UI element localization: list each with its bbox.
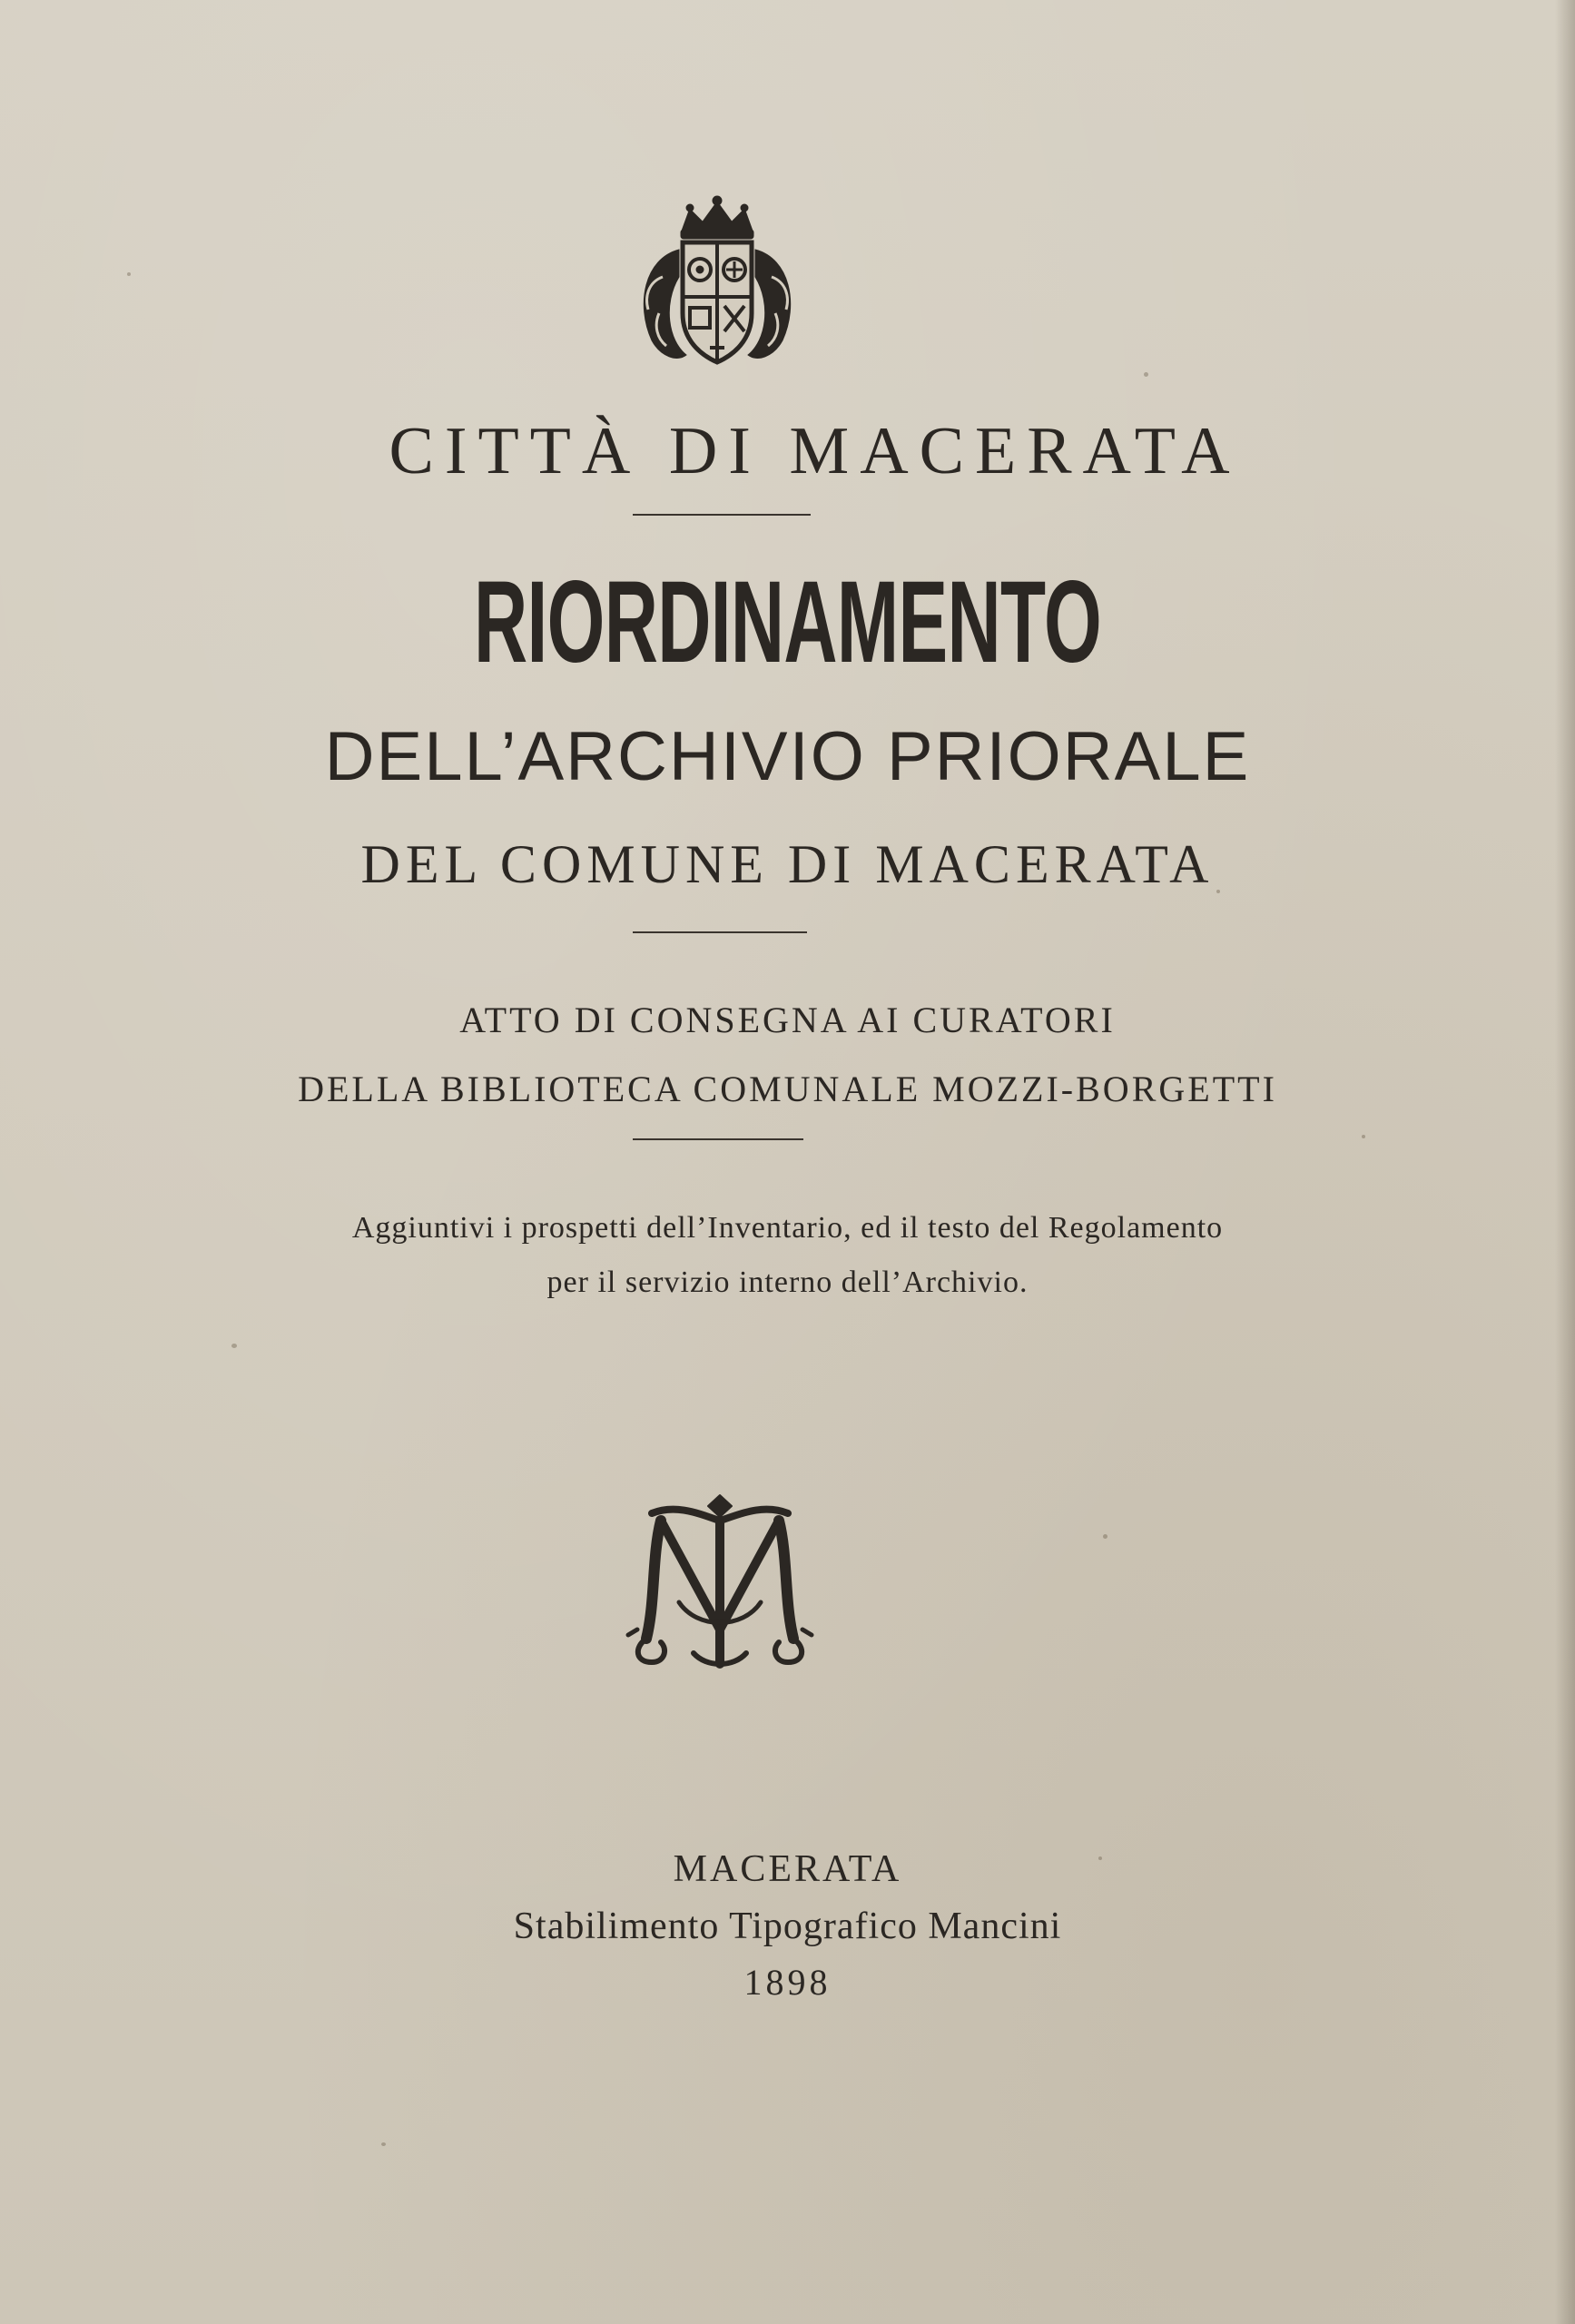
deed-line-2: DELLA BIBLIOTECA COMUNALE MOZZI-BORGETTI (298, 1068, 1277, 1109)
divider-rule (633, 514, 811, 516)
divider-rule (633, 1138, 803, 1140)
imprint-place: MACERATA (673, 1848, 902, 1890)
divider-rule (633, 931, 807, 933)
paper-speck (231, 1344, 237, 1348)
note-line-1: Aggiuntivi i prospetti dell’Inventario, ed il testo del Regolamento (351, 1211, 1224, 1245)
printer-monogram-icon (625, 1493, 815, 1675)
paper-speck (127, 272, 131, 276)
paper-speck (1144, 372, 1148, 377)
city-heading: CITTÀ DI MACERATA (389, 414, 1241, 488)
imprint-printer: Stabilimento Tipografico Mancini (513, 1905, 1062, 1947)
imprint-year: 1898 (743, 1962, 832, 2003)
paper-speck (381, 2142, 386, 2146)
note-line-2: per il servizio interno dell’Archivio. (546, 1265, 1029, 1299)
document-title: RIORDINAMENTO (473, 557, 1102, 687)
document-subtitle-2: DEL COMUNE DI MACERATA (360, 834, 1215, 894)
document-subtitle: DELL’ARCHIVIO PRIORALE (324, 718, 1251, 795)
coat-of-arms-icon (626, 195, 808, 377)
paper-speck (1103, 1534, 1107, 1539)
paper-speck (1362, 1135, 1365, 1138)
deed-line-1: ATTO DI CONSEGNA AI CURATORI (459, 1000, 1116, 1040)
